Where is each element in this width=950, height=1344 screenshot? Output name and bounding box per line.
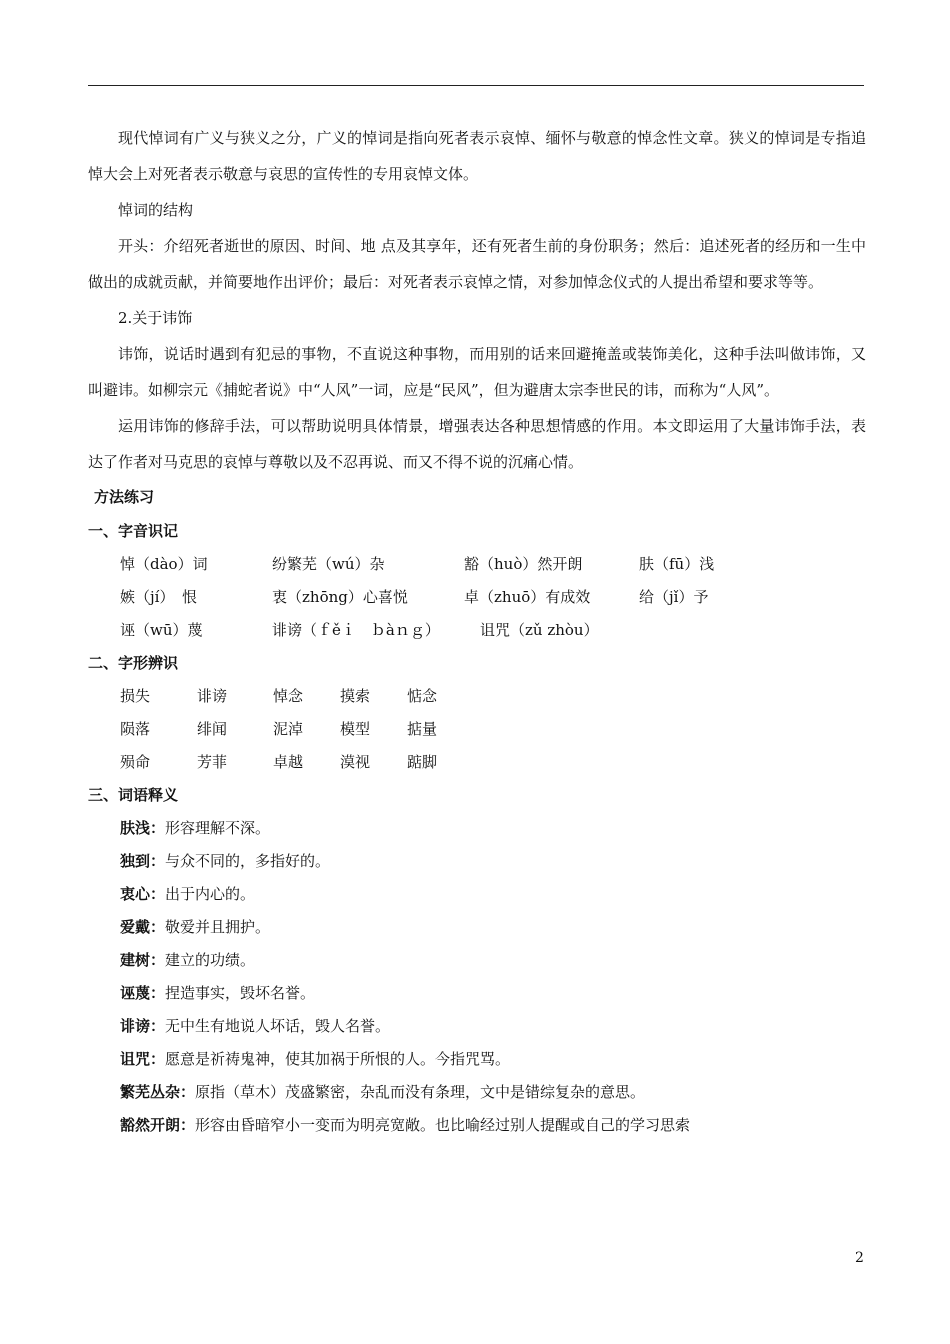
- definition-meaning: 建立的功绩。: [165, 951, 256, 969]
- glyph-item: 卓越: [273, 753, 304, 771]
- definition-meaning: 形容由昏暗窄小一变而为明亮宽敞。也比喻经过别人提醒或自己的学习思索: [195, 1116, 691, 1134]
- definition-item: [88, 977, 866, 1010]
- definition-meaning: 形容理解不深。: [165, 819, 271, 837]
- definition-item: [88, 1010, 866, 1043]
- definition-item: [88, 1076, 866, 1109]
- definition-term: 豁然开朗：: [120, 1116, 196, 1134]
- pronunciation-item: 诬（wū）蔑: [120, 621, 203, 639]
- glyph-item: 绯闻: [197, 720, 228, 738]
- pronunciation-row: [88, 614, 866, 647]
- pronunciation-item: 嫉（jí） 恨: [120, 588, 197, 606]
- glyph-row: [88, 713, 866, 746]
- glyph-item: 摸索: [340, 687, 371, 705]
- paragraph-eulogy-definition: 现代悼词有广义与狭义之分，广义的悼词是指向死者表示哀悼、缅怀与敬意的悼念性文章。狭义的悼词是专指追悼大会上对死者表示敬意与哀思的宣传性的专用哀悼文体。: [88, 129, 866, 183]
- glyph-item: 掂量: [407, 720, 438, 738]
- glyph-item: 泥淖: [273, 720, 304, 738]
- glyph-item: 悼念: [273, 687, 304, 705]
- definition-item: [88, 911, 866, 944]
- definition-term: 诽谤：: [120, 1017, 166, 1035]
- glyph-row: [88, 746, 866, 779]
- glyph-item: 芳菲: [197, 753, 228, 771]
- pronunciation-item: 诅咒（zǔ zhòu）: [480, 621, 599, 639]
- definition-term: 繁芜丛杂：: [120, 1083, 196, 1101]
- glyph-item: 模型: [340, 720, 371, 738]
- definition-item: [88, 1109, 866, 1142]
- glyph-item: 漠视: [340, 753, 371, 771]
- pronunciation-item: 肤（fū）浅: [639, 555, 715, 573]
- glyph-item: 损失: [120, 687, 151, 705]
- definition-meaning: 原指（草木）茂盛繁密，杂乱而没有条理，文中是错综复杂的意思。: [195, 1083, 646, 1101]
- pronunciation-row: [88, 548, 866, 581]
- section-heading-pronunciation: 一、字音识记: [88, 522, 179, 540]
- glyph-item: 殒命: [120, 753, 151, 771]
- definition-meaning: 与众不同的，多指好的。: [165, 852, 331, 870]
- pronunciation-item: 卓（zhuō）有成效: [464, 588, 591, 606]
- definition-term: 诅咒：: [120, 1050, 166, 1068]
- header-rule: [88, 85, 864, 86]
- definition-meaning: 出于内心的。: [165, 885, 256, 903]
- glyph-item: 陨落: [120, 720, 151, 738]
- definition-term: 建树：: [120, 951, 166, 969]
- definition-term: 衷心：: [120, 885, 166, 903]
- definition-item: [88, 1043, 866, 1076]
- glyph-item: 惦念: [407, 687, 438, 705]
- pronunciation-item: 豁（huò）然开朗: [464, 555, 583, 573]
- definition-item: [88, 812, 866, 845]
- glyph-item: 诽谤: [197, 687, 228, 705]
- page-content: [88, 120, 866, 1142]
- definition-term: 诬蔑：: [120, 984, 166, 1002]
- definition-meaning: 捏造事实，毁坏名誉。: [165, 984, 316, 1002]
- definition-meaning: 无中生有地说人坏话，毁人名誉。: [165, 1017, 391, 1035]
- definition-meaning: 敬爱并且拥护。: [165, 918, 271, 936]
- glyph-item: 踮脚: [407, 753, 438, 771]
- definition-item: [88, 878, 866, 911]
- definition-term: 爱戴：: [120, 918, 166, 936]
- page-number: 2: [855, 1250, 864, 1266]
- definition-term: 独到：: [120, 852, 166, 870]
- definitions-list: [88, 812, 866, 1142]
- paragraph-euphemism-definition: 讳饰，说话时遇到有犯忌的事物，不直说这种事物，而用别的话来回避掩盖或装饰美化，这种手法叫做讳饰，又叫避讳。如柳宗元《捕蛇者说》中“人风”一词，应是“民风”，但为避唐太宗李世民的讳，而称为“人风”。: [88, 345, 866, 399]
- pronunciation-item: 诽谤（ｆěｉ ｂàｎｇ）: [272, 621, 440, 639]
- paragraph-eulogy-structure: 开头：介绍死者逝世的原因、时间、地 点及其享年，还有死者生前的身份职务；然后：追述死者的经历和一生中做出的成就贡献，并简要地作出评价；最后：对死者表示哀悼之情，对参加悼念仪式的人提出希望和要求等等。: [88, 237, 866, 291]
- pronunciation-row: [88, 581, 866, 614]
- paragraph-eulogy-structure-title: 悼词的结构: [118, 201, 194, 219]
- definition-item: [88, 944, 866, 977]
- pronunciation-item: 纷繁芜（wú）杂: [272, 555, 385, 573]
- glyph-row: [88, 680, 866, 713]
- pronunciation-grid: [88, 548, 866, 647]
- glyph-grid: [88, 680, 866, 779]
- practice-title: 方法练习: [94, 488, 155, 506]
- definition-item: [88, 845, 866, 878]
- paragraph-euphemism-title: 2.关于讳饰: [118, 309, 193, 327]
- pronunciation-item: 衷（zhōng）心喜悦: [272, 588, 408, 606]
- definition-meaning: 愿意是祈祷鬼神，使其加祸于所恨的人。今指咒骂。: [165, 1050, 511, 1068]
- section-heading-definitions: 三、词语释义: [88, 786, 179, 804]
- pronunciation-item: 给（jǐ）予: [639, 588, 709, 606]
- definition-term: 肤浅：: [120, 819, 166, 837]
- pronunciation-item: 悼（dào）词: [120, 555, 208, 573]
- section-heading-glyph: 二、字形辨识: [88, 654, 179, 672]
- paragraph-euphemism-usage: 运用讳饰的修辞手法，可以帮助说明具体情景，增强表达各种思想情感的作用。本文即运用了大量讳饰手法，表达了作者对马克思的哀悼与尊敬以及不忍再说、而又不得不说的沉痛心情。: [88, 417, 866, 471]
